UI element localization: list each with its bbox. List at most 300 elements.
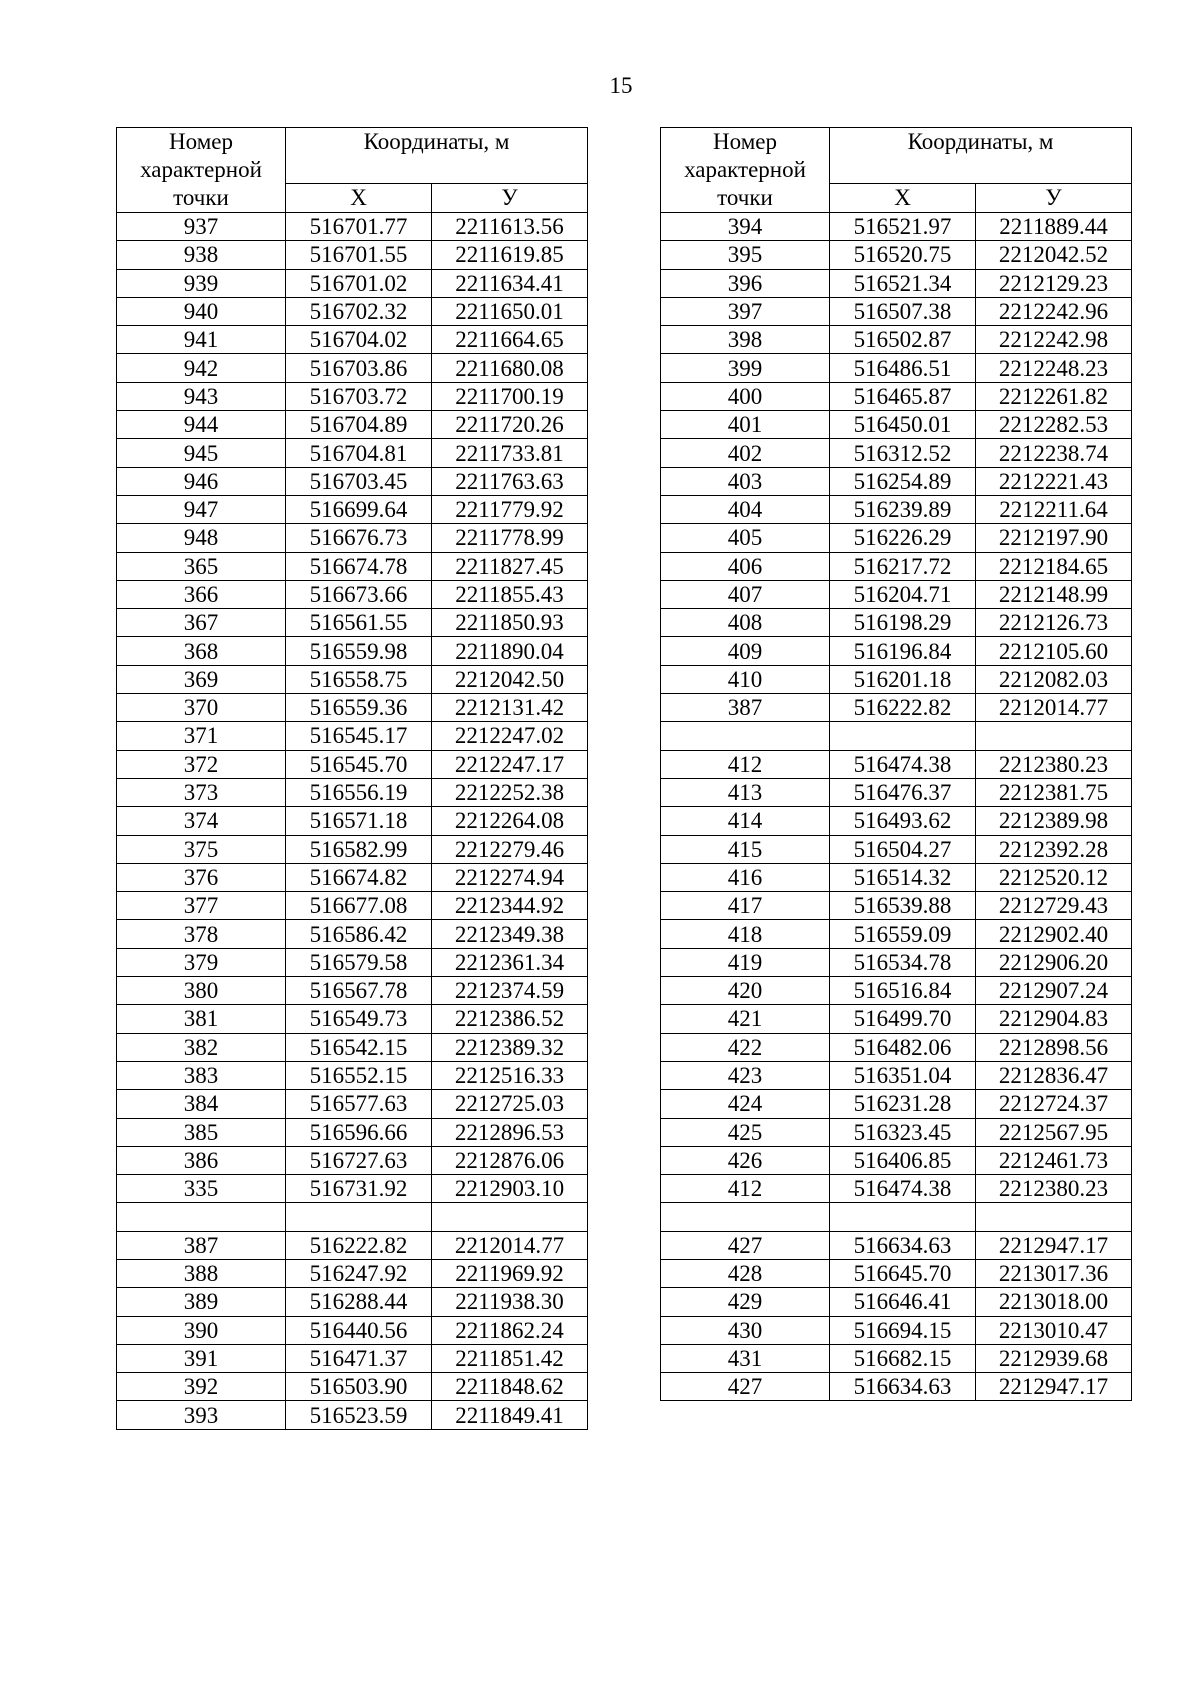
x-coordinate-cell: 516646.41 [830, 1288, 976, 1316]
y-coordinate-cell [976, 1203, 1132, 1231]
x-coordinate-cell: 516406.85 [830, 1146, 976, 1174]
point-number-cell: 387 [117, 1231, 286, 1259]
y-coordinate-cell: 2212389.32 [432, 1033, 588, 1061]
x-coordinate-cell: 516701.55 [286, 241, 432, 269]
point-number-cell: 428 [661, 1259, 830, 1287]
table-row [117, 807, 588, 835]
y-coordinate-cell: 2212197.90 [976, 524, 1132, 552]
x-coordinate-cell: 516486.51 [830, 354, 976, 382]
y-coordinate-cell: 2211664.65 [432, 326, 588, 354]
table-row [117, 326, 588, 354]
point-number-cell: 942 [117, 354, 286, 382]
table-row [661, 1288, 1132, 1316]
y-coordinate-cell: 2212903.10 [432, 1175, 588, 1203]
y-coordinate-cell: 2211938.30 [432, 1288, 588, 1316]
y-coordinate-cell: 2213017.36 [976, 1259, 1132, 1287]
point-number-cell: 382 [117, 1033, 286, 1061]
table-row [661, 863, 1132, 891]
table-row [117, 750, 588, 778]
x-coordinate-cell: 516474.38 [830, 1175, 976, 1203]
x-coordinate-cell: 516539.88 [830, 892, 976, 920]
table-row [661, 835, 1132, 863]
table-row [661, 807, 1132, 835]
table-row [661, 1005, 1132, 1033]
y-coordinate-cell: 2212282.53 [976, 411, 1132, 439]
table-row [117, 1175, 588, 1203]
point-number-cell: 424 [661, 1090, 830, 1118]
table-row [661, 552, 1132, 580]
table-row [117, 609, 588, 637]
y-coordinate-cell: 2211680.08 [432, 354, 588, 382]
x-coordinate-cell: 516704.81 [286, 439, 432, 467]
x-coordinate-cell: 516703.45 [286, 467, 432, 495]
table-row [661, 1316, 1132, 1344]
point-number-cell: 391 [117, 1344, 286, 1372]
point-number-cell: 375 [117, 835, 286, 863]
table-row [117, 552, 588, 580]
y-coordinate-cell: 2212238.74 [976, 439, 1132, 467]
table-row [117, 920, 588, 948]
table-row [117, 495, 588, 523]
point-number-cell: 370 [117, 694, 286, 722]
y-coordinate-cell: 2211850.93 [432, 609, 588, 637]
x-coordinate-cell: 516196.84 [830, 637, 976, 665]
point-number-cell: 412 [661, 1175, 830, 1203]
y-coordinate-cell: 2211650.01 [432, 297, 588, 325]
y-coordinate-cell: 2212836.47 [976, 1061, 1132, 1089]
x-coordinate-cell: 516239.89 [830, 495, 976, 523]
x-coordinate-cell: 516703.72 [286, 382, 432, 410]
y-coordinate-cell: 2211889.44 [976, 213, 1132, 241]
y-coordinate-cell: 2212042.52 [976, 241, 1132, 269]
y-coordinate-cell: 2212896.53 [432, 1118, 588, 1146]
table-row [661, 213, 1132, 241]
point-number-cell: 397 [661, 297, 830, 325]
point-number-cell: 944 [117, 411, 286, 439]
x-coordinate-cell: 516559.09 [830, 920, 976, 948]
point-number-cell: 414 [661, 807, 830, 835]
y-coordinate-cell: 2211634.41 [432, 269, 588, 297]
point-number-cell: 938 [117, 241, 286, 269]
point-number-cell: 372 [117, 750, 286, 778]
table-row [661, 467, 1132, 495]
point-number-cell: 427 [661, 1231, 830, 1259]
table-row [661, 354, 1132, 382]
y-coordinate-cell: 2212361.34 [432, 948, 588, 976]
point-number-cell: 408 [661, 609, 830, 637]
table-row [661, 694, 1132, 722]
y-coordinate-cell: 2211851.42 [432, 1344, 588, 1372]
y-coordinate-cell: 2212907.24 [976, 977, 1132, 1005]
point-number-cell: 369 [117, 665, 286, 693]
x-coordinate-cell: 516312.52 [830, 439, 976, 467]
x-coordinate-cell: 516504.27 [830, 835, 976, 863]
point-number-cell: 413 [661, 778, 830, 806]
table-row [661, 495, 1132, 523]
y-coordinate-cell: 2212105.60 [976, 637, 1132, 665]
point-number-cell: 415 [661, 835, 830, 863]
y-coordinate-cell: 2212247.17 [432, 750, 588, 778]
header-point-number: Номер характерной точки [117, 128, 286, 213]
table-row [117, 1288, 588, 1316]
x-coordinate-cell: 516204.71 [830, 580, 976, 608]
point-number-cell: 421 [661, 1005, 830, 1033]
header-coordinates: Координаты, м [830, 128, 1132, 184]
table-row [661, 1146, 1132, 1174]
table-row [661, 1118, 1132, 1146]
table-row [117, 1033, 588, 1061]
y-coordinate-cell: 2212902.40 [976, 920, 1132, 948]
y-coordinate-cell [432, 1203, 588, 1231]
x-coordinate-cell: 516552.15 [286, 1061, 432, 1089]
header-y: У [976, 183, 1132, 212]
point-number-cell: 939 [117, 269, 286, 297]
point-number-cell: 366 [117, 580, 286, 608]
x-coordinate-cell: 516222.82 [830, 694, 976, 722]
x-coordinate-cell: 516503.90 [286, 1373, 432, 1401]
x-coordinate-cell: 516516.84 [830, 977, 976, 1005]
coordinates-table-right [660, 127, 1132, 1401]
x-coordinate-cell: 516545.70 [286, 750, 432, 778]
table-row [661, 892, 1132, 920]
point-number-cell: 379 [117, 948, 286, 976]
table-row [661, 241, 1132, 269]
x-coordinate-cell: 516351.04 [830, 1061, 976, 1089]
y-coordinate-cell: 2212906.20 [976, 948, 1132, 976]
y-coordinate-cell: 2212876.06 [432, 1146, 588, 1174]
point-number-cell: 431 [661, 1344, 830, 1372]
table-row [117, 835, 588, 863]
point-number-cell: 380 [117, 977, 286, 1005]
x-coordinate-cell: 516677.08 [286, 892, 432, 920]
table-row [117, 722, 588, 750]
point-number-cell: 399 [661, 354, 830, 382]
point-number-cell: 392 [117, 1373, 286, 1401]
table-row [117, 467, 588, 495]
x-coordinate-cell: 516701.77 [286, 213, 432, 241]
x-coordinate-cell: 516482.06 [830, 1033, 976, 1061]
y-coordinate-cell: 2212729.43 [976, 892, 1132, 920]
table-row [117, 665, 588, 693]
y-coordinate-cell: 2212248.23 [976, 354, 1132, 382]
x-coordinate-cell: 516704.02 [286, 326, 432, 354]
table-row [117, 354, 588, 382]
table-row [661, 1373, 1132, 1401]
point-number-cell: 427 [661, 1373, 830, 1401]
x-coordinate-cell: 516577.63 [286, 1090, 432, 1118]
y-coordinate-cell: 2211778.99 [432, 524, 588, 552]
point-number-cell: 398 [661, 326, 830, 354]
table-row [661, 269, 1132, 297]
x-coordinate-cell: 516561.55 [286, 609, 432, 637]
point-number-cell: 374 [117, 807, 286, 835]
point-number-cell: 394 [661, 213, 830, 241]
y-coordinate-cell: 2213010.47 [976, 1316, 1132, 1344]
x-coordinate-cell: 516288.44 [286, 1288, 432, 1316]
x-coordinate-cell: 516559.98 [286, 637, 432, 665]
x-coordinate-cell: 516701.02 [286, 269, 432, 297]
x-coordinate-cell: 516559.36 [286, 694, 432, 722]
y-coordinate-cell: 2211619.85 [432, 241, 588, 269]
y-coordinate-cell: 2212724.37 [976, 1090, 1132, 1118]
point-number-cell: 430 [661, 1316, 830, 1344]
point-number-cell: 425 [661, 1118, 830, 1146]
table-row [117, 213, 588, 241]
x-coordinate-cell: 516514.32 [830, 863, 976, 891]
point-number-cell: 403 [661, 467, 830, 495]
x-coordinate-cell: 516676.73 [286, 524, 432, 552]
x-coordinate-cell: 516493.62 [830, 807, 976, 835]
x-coordinate-cell: 516520.75 [830, 241, 976, 269]
table-row [117, 382, 588, 410]
x-coordinate-cell: 516217.72 [830, 552, 976, 580]
x-coordinate-cell: 516703.86 [286, 354, 432, 382]
y-coordinate-cell: 2212389.98 [976, 807, 1132, 835]
point-number-cell: 406 [661, 552, 830, 580]
table-row [117, 269, 588, 297]
x-coordinate-cell: 516201.18 [830, 665, 976, 693]
x-coordinate-cell: 516450.01 [830, 411, 976, 439]
table-row [117, 439, 588, 467]
y-coordinate-cell: 2212247.02 [432, 722, 588, 750]
table-row [661, 439, 1132, 467]
header-y: У [432, 183, 588, 212]
y-coordinate-cell: 2213018.00 [976, 1288, 1132, 1316]
y-coordinate-cell: 2212129.23 [976, 269, 1132, 297]
table-row [661, 1203, 1132, 1231]
point-number-cell: 377 [117, 892, 286, 920]
point-number-cell: 407 [661, 580, 830, 608]
table-row [117, 1146, 588, 1174]
x-coordinate-cell: 516634.63 [830, 1373, 976, 1401]
table-row [661, 524, 1132, 552]
y-coordinate-cell: 2212380.23 [976, 750, 1132, 778]
x-coordinate-cell [830, 722, 976, 750]
table-row [661, 722, 1132, 750]
y-coordinate-cell: 2211720.26 [432, 411, 588, 439]
table-row [117, 1118, 588, 1146]
table-row [117, 524, 588, 552]
table-row [117, 778, 588, 806]
x-coordinate-cell: 516634.63 [830, 1231, 976, 1259]
y-coordinate-cell: 2212184.65 [976, 552, 1132, 580]
point-number-cell: 371 [117, 722, 286, 750]
point-number-cell: 365 [117, 552, 286, 580]
x-coordinate-cell: 516534.78 [830, 948, 976, 976]
table-row [661, 750, 1132, 778]
y-coordinate-cell: 2212725.03 [432, 1090, 588, 1118]
table-row [117, 411, 588, 439]
x-coordinate-cell: 516699.64 [286, 495, 432, 523]
y-coordinate-cell: 2211969.92 [432, 1259, 588, 1287]
header-coordinates: Координаты, м [286, 128, 588, 184]
point-number-cell: 384 [117, 1090, 286, 1118]
y-coordinate-cell: 2212898.56 [976, 1033, 1132, 1061]
y-coordinate-cell: 2211779.92 [432, 495, 588, 523]
coordinates-table-left [116, 127, 588, 1430]
point-number-cell: 401 [661, 411, 830, 439]
y-coordinate-cell: 2212014.77 [432, 1231, 588, 1259]
x-coordinate-cell: 516440.56 [286, 1316, 432, 1344]
table-row [661, 1175, 1132, 1203]
point-number-cell: 395 [661, 241, 830, 269]
y-coordinate-cell: 2212261.82 [976, 382, 1132, 410]
table-row [117, 1061, 588, 1089]
point-number-cell: 393 [117, 1401, 286, 1429]
point-number-cell: 941 [117, 326, 286, 354]
point-number-cell: 948 [117, 524, 286, 552]
y-coordinate-cell: 2212242.98 [976, 326, 1132, 354]
point-number-cell: 418 [661, 920, 830, 948]
x-coordinate-cell: 516694.15 [830, 1316, 976, 1344]
y-coordinate-cell: 2212014.77 [976, 694, 1132, 722]
y-coordinate-cell [976, 722, 1132, 750]
x-coordinate-cell: 516474.38 [830, 750, 976, 778]
point-number-cell: 385 [117, 1118, 286, 1146]
y-coordinate-cell: 2212380.23 [976, 1175, 1132, 1203]
y-coordinate-cell: 2211848.62 [432, 1373, 588, 1401]
x-coordinate-cell: 516682.15 [830, 1344, 976, 1372]
table-row [661, 411, 1132, 439]
point-number-cell: 387 [661, 694, 830, 722]
table-row [117, 694, 588, 722]
x-coordinate-cell: 516254.89 [830, 467, 976, 495]
table-row [661, 326, 1132, 354]
y-coordinate-cell: 2211700.19 [432, 382, 588, 410]
x-coordinate-cell: 516198.29 [830, 609, 976, 637]
table-row [117, 637, 588, 665]
table-row [661, 609, 1132, 637]
point-number-cell: 389 [117, 1288, 286, 1316]
point-number-cell: 410 [661, 665, 830, 693]
y-coordinate-cell: 2211733.81 [432, 439, 588, 467]
x-coordinate-cell: 516465.87 [830, 382, 976, 410]
x-coordinate-cell: 516731.92 [286, 1175, 432, 1203]
point-number-cell: 404 [661, 495, 830, 523]
x-coordinate-cell: 516596.66 [286, 1118, 432, 1146]
table-row [661, 382, 1132, 410]
y-coordinate-cell: 2212082.03 [976, 665, 1132, 693]
y-coordinate-cell: 2212947.17 [976, 1373, 1132, 1401]
y-coordinate-cell: 2212279.46 [432, 835, 588, 863]
table-row [117, 1005, 588, 1033]
point-number-cell: 378 [117, 920, 286, 948]
table-row [661, 1061, 1132, 1089]
x-coordinate-cell: 516567.78 [286, 977, 432, 1005]
x-coordinate-cell: 516521.34 [830, 269, 976, 297]
y-coordinate-cell: 2212374.59 [432, 977, 588, 1005]
point-number-cell: 396 [661, 269, 830, 297]
x-coordinate-cell: 516247.92 [286, 1259, 432, 1287]
header-x: X [286, 183, 432, 212]
y-coordinate-cell: 2211890.04 [432, 637, 588, 665]
point-number-cell: 402 [661, 439, 830, 467]
point-number-cell: 400 [661, 382, 830, 410]
y-coordinate-cell: 2211862.24 [432, 1316, 588, 1344]
x-coordinate-cell: 516674.78 [286, 552, 432, 580]
point-number-cell: 405 [661, 524, 830, 552]
table-row [661, 1259, 1132, 1287]
point-number-cell: 420 [661, 977, 830, 1005]
point-number-cell: 937 [117, 213, 286, 241]
x-coordinate-cell: 516702.32 [286, 297, 432, 325]
y-coordinate-cell: 2212264.08 [432, 807, 588, 835]
table-row [117, 1344, 588, 1372]
y-coordinate-cell: 2212252.38 [432, 778, 588, 806]
point-number-cell: 409 [661, 637, 830, 665]
x-coordinate-cell: 516323.45 [830, 1118, 976, 1146]
point-number-cell: 368 [117, 637, 286, 665]
table-row [661, 920, 1132, 948]
table-row [117, 297, 588, 325]
point-number-cell: 429 [661, 1288, 830, 1316]
y-coordinate-cell: 2212381.75 [976, 778, 1132, 806]
table-row [117, 1203, 588, 1231]
table-row [117, 1373, 588, 1401]
point-number-cell: 335 [117, 1175, 286, 1203]
x-coordinate-cell: 516586.42 [286, 920, 432, 948]
table-row [661, 1033, 1132, 1061]
x-coordinate-cell: 516471.37 [286, 1344, 432, 1372]
y-coordinate-cell: 2212148.99 [976, 580, 1132, 608]
x-coordinate-cell: 516704.89 [286, 411, 432, 439]
y-coordinate-cell: 2212274.94 [432, 863, 588, 891]
table-row [117, 580, 588, 608]
y-coordinate-cell: 2212131.42 [432, 694, 588, 722]
point-number-cell: 416 [661, 863, 830, 891]
y-coordinate-cell: 2211855.43 [432, 580, 588, 608]
x-coordinate-cell: 516476.37 [830, 778, 976, 806]
x-coordinate-cell: 516674.82 [286, 863, 432, 891]
table-row [661, 1090, 1132, 1118]
x-coordinate-cell: 516499.70 [830, 1005, 976, 1033]
x-coordinate-cell: 516521.97 [830, 213, 976, 241]
table-row [661, 977, 1132, 1005]
point-number-cell: 417 [661, 892, 830, 920]
point-number-cell: 383 [117, 1061, 286, 1089]
table-row [117, 892, 588, 920]
table-row [661, 1344, 1132, 1372]
y-coordinate-cell: 2211849.41 [432, 1401, 588, 1429]
y-coordinate-cell: 2212386.52 [432, 1005, 588, 1033]
table-row [661, 665, 1132, 693]
table-row [117, 1090, 588, 1118]
x-coordinate-cell: 516558.75 [286, 665, 432, 693]
point-number-cell: 388 [117, 1259, 286, 1287]
x-coordinate-cell: 516727.63 [286, 1146, 432, 1174]
table-row [117, 1259, 588, 1287]
table-row [117, 1231, 588, 1259]
table-row [117, 863, 588, 891]
point-number-cell: 423 [661, 1061, 830, 1089]
y-coordinate-cell: 2212344.92 [432, 892, 588, 920]
x-coordinate-cell: 516502.87 [830, 326, 976, 354]
point-number-cell: 373 [117, 778, 286, 806]
point-number-cell: 947 [117, 495, 286, 523]
point-number-cell: 943 [117, 382, 286, 410]
point-number-cell: 381 [117, 1005, 286, 1033]
page-number: 15 [609, 73, 633, 98]
y-coordinate-cell: 2212939.68 [976, 1344, 1132, 1372]
table-row [661, 580, 1132, 608]
y-coordinate-cell: 2212904.83 [976, 1005, 1132, 1033]
x-coordinate-cell: 516579.58 [286, 948, 432, 976]
y-coordinate-cell: 2212392.28 [976, 835, 1132, 863]
x-coordinate-cell: 516231.28 [830, 1090, 976, 1118]
y-coordinate-cell: 2211613.56 [432, 213, 588, 241]
y-coordinate-cell: 2212567.95 [976, 1118, 1132, 1146]
point-number-cell: 940 [117, 297, 286, 325]
